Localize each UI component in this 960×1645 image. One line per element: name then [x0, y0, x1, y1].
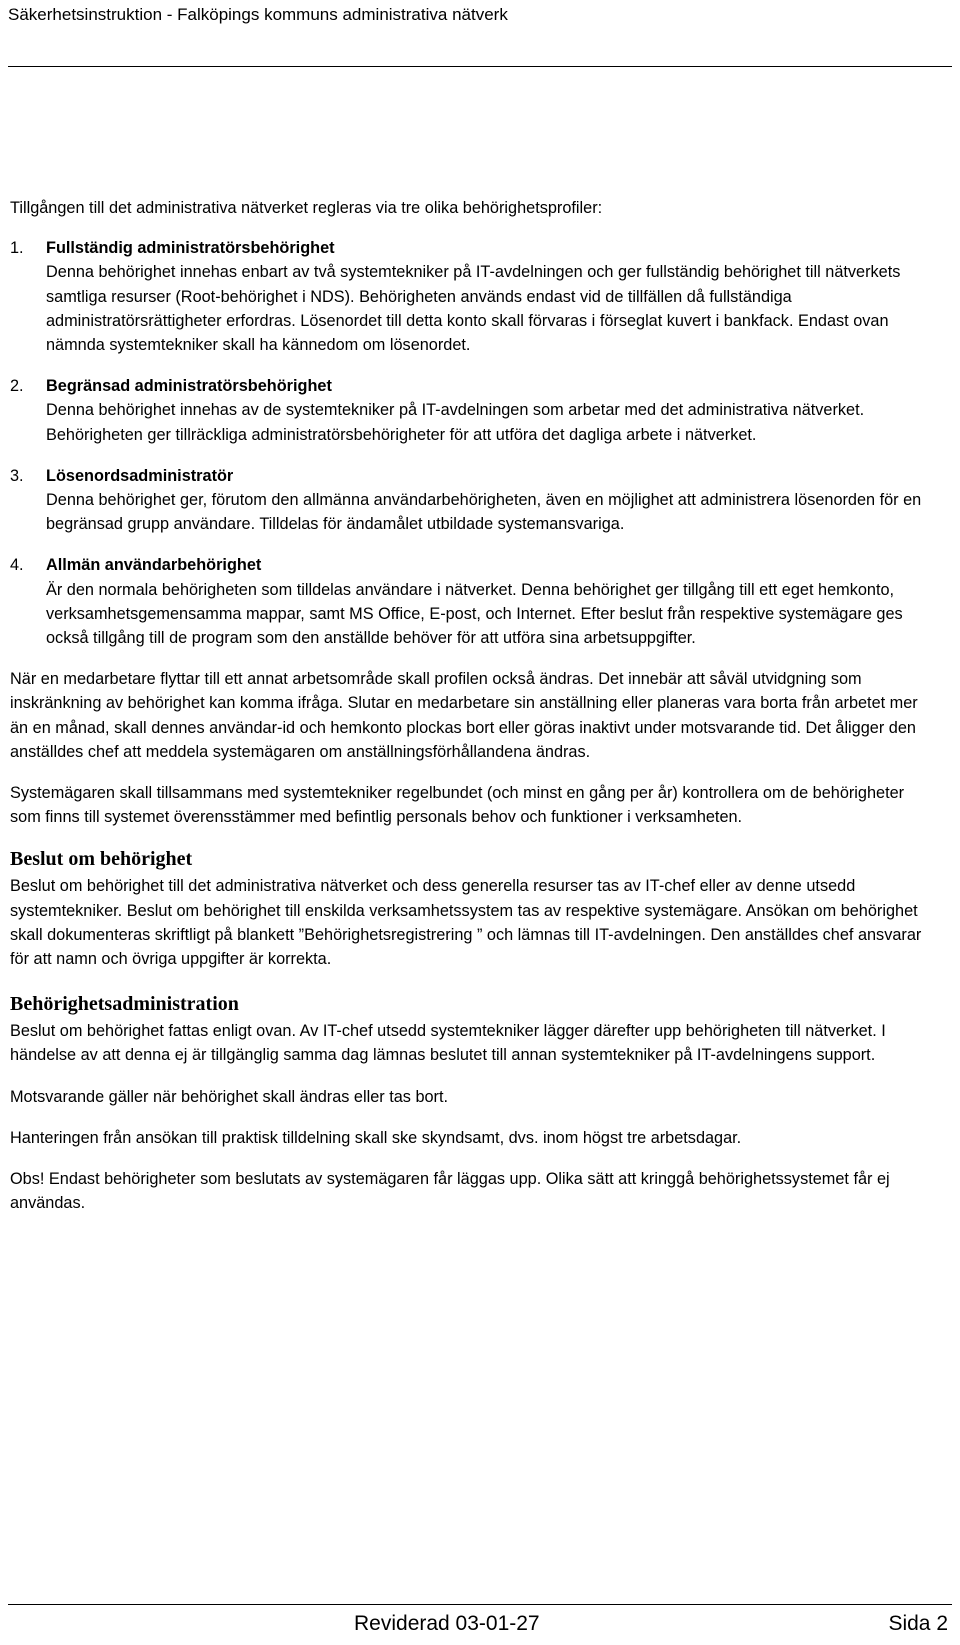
list-item-title: Lösenordsadministratör: [46, 466, 234, 485]
revision-date: Reviderad 03-01-27: [354, 1612, 540, 1635]
list-item-number: 2.: [10, 377, 24, 396]
section-heading: Behörighetsadministration: [10, 993, 239, 1016]
list-item: [10, 236, 930, 357]
section-administration: [10, 991, 930, 1215]
intro-text: Tillgången till det administrativa nätverket regleras via tre olika behörighetsprofiler:: [10, 199, 603, 217]
page-footer: [8, 1604, 952, 1645]
list-item-number: 3.: [10, 466, 24, 485]
list-item: [10, 374, 930, 447]
document-body: [10, 196, 930, 1236]
section-beslut: [10, 846, 930, 971]
list-item-number: 4.: [10, 556, 24, 575]
list-item: [10, 464, 930, 537]
section-paragraph: Obs! Endast behörigheter som beslutats av systemägaren får läggas upp. Olika sätt att kringgå behörighetssystemet får ej användas.: [10, 1170, 890, 1213]
list-item-number: 1.: [10, 239, 24, 258]
section-paragraph: Hanteringen från ansökan till praktisk tilldelning skall ske skyndsamt, dvs. inom högst tre arbetsdagar.: [10, 1128, 742, 1147]
page-number: Sida 2: [888, 1612, 948, 1635]
body-paragraph: Systemägaren skall tillsammans med systemtekniker regelbundet (och minst en gång per år) kontrollera om de behörigheter som finns till systemet överensstämmer med befintlig personals behov och funktioner i verksamheten.: [10, 784, 905, 827]
list-item-text: Denna behörighet innehas av de systemtekniker på IT-avdelningen som arbetar med det administrativa nätverket. Behörigheten ger tillräckliga administratörsbehörigheter för att utföra det dagliga arbete i nätverket.: [46, 401, 865, 444]
header-title: Säkerhetsinstruktion - Falköpings kommuns administrativa nätverk: [8, 5, 508, 24]
list-item-text: Är den normala behörigheten som tilldelas användare i nätverket. Denna behörighet ger tillgång till ett eget hemkonto, verksamhetsgemensamma mappar, samt MS Office, E-post, och Internet. Efter beslut från respektive systemägare ges också tillgång till de program som den anställde behöver för att utföra sina arbetsuppgifter.: [46, 580, 903, 648]
section-paragraph: Motsvarande gäller när behörighet skall ändras eller tas bort.: [10, 1087, 449, 1106]
list-item: [10, 553, 930, 650]
body-paragraph: När en medarbetare flyttar till ett annat arbetsområde skall profilen också ändras. Det innebär att såväl utvidgning som inskränkning av behörighet kan komma ifråga. Slutar en medarbetare sin anställning eller planeras vara borta från arbetet mer än en månad, skall dennes användar-id och hemkonto plockas bort eller göras inaktivt under motsvarande tid. Det åligger den anställdes chef att meddela systemägaren om anställningsförhållandena ändras.: [10, 670, 918, 761]
list-item-title: Allmän användarbehörighet: [46, 556, 262, 575]
section-heading: Beslut om behörighet: [10, 848, 193, 871]
list-item-text: Denna behörighet innehas enbart av två systemtekniker på IT-avdelningen och ger fullständig behörighet till nätverkets samtliga resurser (Root-behörighet i NDS). Behörigheten används endast vid de tillfällen då fullständiga administratörsrättigheter erfordras. Lösenordet till detta konto skall förvaras i förseglat kuvert i bankfack. Endast ovan nämnda systemtekniker skall ha kännedom om lösenordet.: [46, 263, 901, 355]
page-header: [8, 0, 952, 67]
section-paragraph: Beslut om behörighet till det administrativa nätverket och dess generella resurser tas av IT-chef eller av denne utsedd systemtekniker. Beslut om behörighet till enskilda verksamhetssystem tas av respektive systemägare. Ansökan om behörighet skall dokumenteras skriftligt på blankett ”Behörighetsregistrering ” och lämnas till IT-avdelningen. Den anställdes chef ansvarar för att namn och övriga uppgifter är korrekta.: [10, 877, 922, 969]
list-item-title: Begränsad administratörsbehörighet: [46, 377, 332, 396]
section-paragraph: Beslut om behörighet fattas enligt ovan. Av IT-chef utsedd systemtekniker lägger därefter upp behörigheten till nätverket. I händelse av att denna ej är tillgänglig samma dag lämnas beslutet till annan systemtekniker på IT-avdelningens support.: [10, 1022, 886, 1065]
list-item-text: Denna behörighet ger, förutom den allmänna användarbehörigheten, även en möjlighet att administrera lösenorden för en begränsad grupp användare. Tilldelas för ändamålet utbildade systemansvariga.: [46, 491, 922, 534]
list-item-title: Fullständig administratörsbehörighet: [46, 239, 335, 258]
